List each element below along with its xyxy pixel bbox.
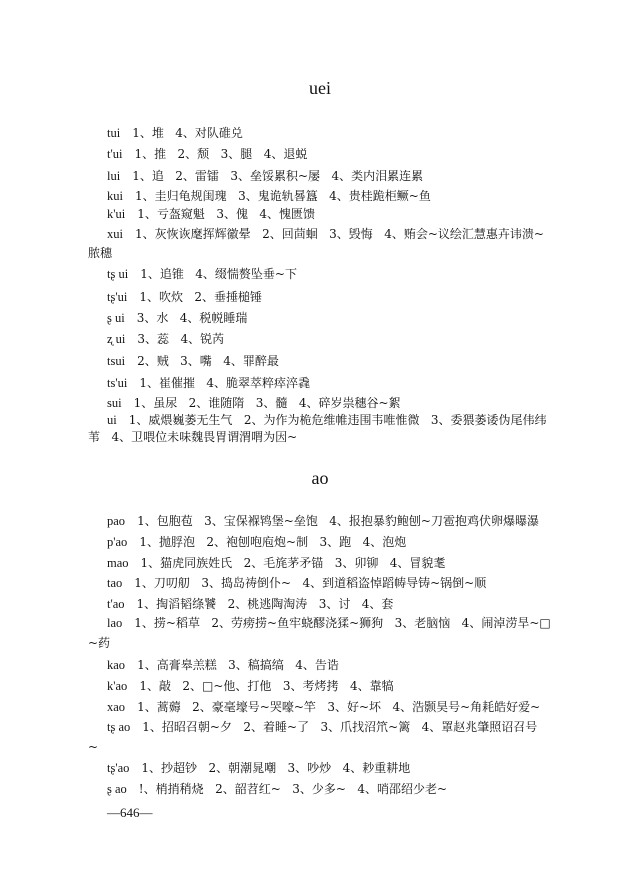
definitions: 1、高膏皋羔糕 3、稿搞缟 4、告诰	[137, 658, 339, 672]
entry-row-zh-ui	[107, 332, 224, 346]
entry-row-xui	[107, 227, 544, 241]
entry-row-xao	[107, 700, 540, 714]
definitions: 2、贼 3、嘴 4、罪醉最	[137, 354, 279, 368]
definitions: 1、抛脬泡 2、袍刨咆庖炮~制 3、跑 4、泡炮	[139, 535, 407, 549]
definitions: 1、掏滔韬绦饕 2、桃逃陶淘涛 3、讨 4、套	[136, 597, 394, 611]
entry-continuation-lao: ~药	[88, 636, 111, 650]
entry-row-pao	[107, 514, 539, 528]
syllable: mao	[107, 556, 129, 570]
entry-row-kao	[107, 658, 339, 672]
section-heading-uei: uei	[309, 78, 331, 98]
entry-row-ts-ui	[107, 376, 310, 390]
entry-row-t-ao	[107, 597, 393, 611]
entry-row-sui	[107, 396, 401, 410]
syllable: kao	[107, 658, 126, 672]
entry-row-tsh-ao	[107, 720, 537, 734]
entry-row-kui	[107, 189, 431, 203]
syllable: tui	[107, 126, 121, 140]
syllable: t'ao	[107, 597, 125, 611]
entry-row-ui	[107, 413, 547, 427]
definitions: 1、推 2、颓 3、腿 4、退蜕	[134, 147, 308, 161]
entry-row-tsh-asp-ao	[107, 761, 410, 775]
syllable: ʂ ao	[107, 782, 127, 796]
syllable: tʂ'ui	[107, 290, 128, 304]
definitions: 1、敲 2、□~他、打他 3、考烤拷 4、靠犒	[139, 679, 394, 693]
entry-row-sh-ao	[107, 782, 447, 796]
definitions: 1、捞~稻草 2、劳痨捞~鱼牢蛲醪浇猱~狮狗 3、老脑恼 4、闹淖涝旱~□	[134, 616, 551, 630]
syllable: pao	[107, 514, 126, 528]
syllable: ts'ui	[107, 376, 128, 390]
syllable: ʂ ui	[107, 311, 125, 325]
syllable: tao	[107, 576, 123, 590]
syllable: kui	[107, 189, 123, 203]
definitions: 1、抄超钞 2、朝潮晁嘲 3、吵炒 4、耖重耕地	[141, 761, 411, 775]
syllable: tsui	[107, 354, 126, 368]
entry-row-sh-ui	[107, 311, 247, 325]
syllable: ui	[107, 413, 117, 427]
definitions: !、梢捎稍烧 2、韶苕红~ 3、少多~ 4、哨邵绍少老~	[138, 782, 448, 796]
entry-row-tao	[107, 576, 486, 590]
definitions: 1、虽尿 2、谁随隋 3、髓 4、碎岁祟穗谷~絮	[133, 396, 401, 410]
entry-row-p-ao	[107, 535, 406, 549]
entry-row-t-ui	[107, 147, 307, 161]
syllable: lui	[107, 169, 121, 183]
syllable: tʂ ui	[107, 267, 129, 281]
entry-continuation-xui: 脓穗	[88, 246, 113, 260]
syllable: xui	[107, 227, 123, 241]
entry-row-tsui	[107, 354, 279, 368]
syllable: k'ui	[107, 207, 126, 221]
definitions: 1、亏盔窥魁 3、傀 4、愧匮馈	[137, 207, 316, 221]
entry-row-mao	[107, 556, 445, 570]
section-heading-ao: ao	[311, 468, 329, 488]
definitions: 1、包胞苞 3、宝保褓鸨堡~垒饱 4、报抱暴豹鲍刨~刀雹抱鸡伏卵爆曝瀑	[137, 514, 539, 528]
definitions: 1、追 2、雷镭 3、垒馁累积~屡 4、类内泪累连累	[132, 169, 424, 183]
entry-row-k-ui	[107, 207, 315, 221]
definitions: 3、水 4、税帨睡瑞	[136, 311, 248, 325]
syllable: p'ao	[107, 535, 128, 549]
definitions: 1、威煨巍萎无生气 2、为作为桅危维帷违围韦唯惟微 3、委猥萎诿伪尾伟纬	[128, 413, 547, 427]
definitions: 1、刀叨舠 3、捣岛祷倒仆~ 4、到道稻盗悼蹈帱导铸~锅倒~顺	[134, 576, 487, 590]
syllable: sui	[107, 396, 122, 410]
entry-row-lao	[107, 616, 551, 630]
entry-row-tui	[107, 126, 243, 140]
entry-row-lui	[107, 169, 423, 183]
definitions: 1、追锥 4、缀惴赘坠垂~下	[140, 267, 297, 281]
definitions: 1、圭归龟规闺瑰 3、鬼诡轨晷簋 4、贵桂跪柜鳜~鱼	[134, 189, 431, 203]
entry-row-tsh-ui	[107, 267, 297, 281]
definitions: 1、蒿薅 2、豪毫壕号~哭嚎~竿 3、好~坏 4、浩颢昊号~角耗皓好爱~	[137, 700, 541, 714]
definitions: 1、吹炊 2、垂捶槌锤	[139, 290, 263, 304]
syllable: tʂ ao	[107, 720, 131, 734]
definitions: 1、灰恢诙麾挥辉徽晕 2、回茴蛔 3、毁悔 4、贿会~议绘汇慧惠卉讳溃~	[134, 227, 544, 241]
definitions: 1、崔催摧 4、脆翠萃粹瘁淬毳	[139, 376, 311, 390]
definitions: 1、猫虎同族姓氏 2、毛旄茅矛锚 3、卯铆 4、冒貌耄	[140, 556, 446, 570]
entry-continuation-tsh-ao: ~	[88, 740, 99, 754]
syllable: k'ao	[107, 679, 128, 693]
definitions: 1、堆 4、对队碓兑	[132, 126, 243, 140]
entry-row-tsh-asp-ui	[107, 290, 262, 304]
definitions: 3、蕊 4、锐芮	[137, 332, 225, 346]
syllable: tʂ'ao	[107, 761, 130, 775]
entry-row-k-ao	[107, 679, 394, 693]
syllable: t'ui	[107, 147, 123, 161]
syllable: ʐ ui	[107, 332, 126, 346]
page-number: —646—	[107, 805, 153, 820]
syllable: xao	[107, 700, 126, 714]
syllable: lao	[107, 616, 123, 630]
entry-continuation-ui: 苇 4、卫喂位未味魏畏胃谓渭喟为因~	[88, 430, 298, 444]
definitions: 1、招昭召朝~夕 2、着睡~了 3、爪找沼笊~篱 4、罩赵兆肇照诏召号	[142, 720, 538, 734]
